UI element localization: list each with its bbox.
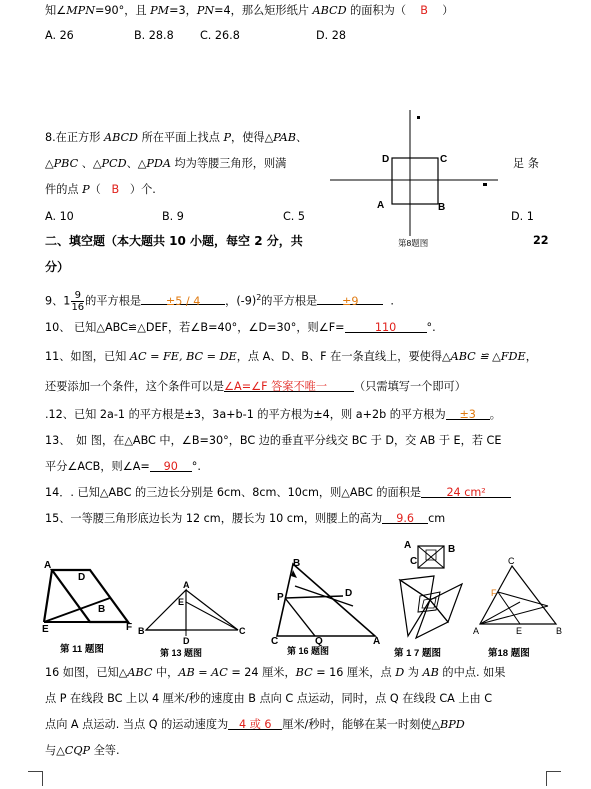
q16-text: 的中点. 如果 bbox=[438, 666, 506, 679]
q8-text: 、△ bbox=[126, 157, 147, 170]
figure-16 bbox=[265, 556, 385, 656]
q15-blank bbox=[382, 511, 428, 524]
q16-condition: AB = AC bbox=[178, 666, 228, 679]
q15-line bbox=[45, 511, 445, 527]
f11-label-d: D bbox=[78, 572, 86, 583]
f17-label-c: C bbox=[410, 556, 418, 567]
q7-text: =4，那么矩形纸片 bbox=[214, 4, 313, 17]
q8-line1 bbox=[45, 130, 307, 146]
q8-text: 均为等腰三角形，则满 bbox=[170, 157, 287, 170]
q8-var: PDA bbox=[146, 157, 171, 170]
q16-var: AB bbox=[422, 666, 439, 679]
q8-var: PCD bbox=[101, 157, 127, 170]
q15-text: 15、一等腰三角形底边长为 12 cm，腰长为 10 cm，则腰上的高为 bbox=[45, 512, 383, 525]
q16-var: CQP bbox=[64, 744, 91, 757]
q12-answer: ±3 bbox=[459, 408, 476, 421]
q8-option-d: D. 1 bbox=[511, 210, 534, 223]
f18-label-c: C bbox=[508, 556, 515, 566]
q11-text: （只需填写一个即可） bbox=[354, 380, 466, 393]
q16-blank bbox=[228, 717, 282, 730]
section2-title-cont: 分） bbox=[45, 260, 70, 274]
q9-text: . bbox=[390, 294, 394, 308]
q7-var: ABCD bbox=[312, 4, 347, 17]
f11-label-e: E bbox=[42, 624, 49, 635]
figure-13 bbox=[138, 580, 253, 658]
q8-text: 件的点 bbox=[45, 183, 83, 196]
q9-fraction bbox=[71, 290, 84, 313]
q8-var: P bbox=[223, 131, 231, 144]
q11-text: 11、如图，已知 bbox=[45, 350, 130, 363]
q9-text: ，(-9) bbox=[225, 294, 257, 308]
page-corner-mark bbox=[546, 771, 561, 786]
q7-var: PM bbox=[150, 4, 170, 17]
q8-var: PAB bbox=[273, 131, 296, 144]
f13-label-e: E bbox=[178, 597, 185, 607]
q9-frac-den: 16 bbox=[71, 302, 85, 314]
q8-label-d: D bbox=[382, 154, 390, 165]
q9-blank-1 bbox=[141, 292, 225, 308]
q11-text: ，点 A、D、B、F 在一条直线上，要使得 bbox=[236, 350, 443, 363]
f16-label-p: P bbox=[277, 592, 284, 603]
figure-18 bbox=[468, 556, 568, 660]
q8-label-b: B bbox=[438, 202, 446, 213]
q8-answer: B bbox=[111, 183, 120, 196]
q9-blank-2 bbox=[317, 292, 383, 308]
q9-frac-num: 9 bbox=[71, 290, 84, 302]
q7-option-b: B. 28.8 bbox=[134, 29, 174, 42]
f18-caption: 第18 题图 bbox=[488, 648, 530, 659]
q9-answer-1: ±5 / 4 bbox=[165, 294, 201, 308]
q13-blank bbox=[150, 459, 192, 472]
q8-text: （ bbox=[89, 183, 101, 196]
q16-var: BPD bbox=[440, 718, 465, 731]
figure-17 bbox=[390, 538, 470, 660]
q8-line2-tail: 足 条 bbox=[513, 157, 539, 170]
q8-text: 、 bbox=[295, 131, 308, 144]
q15-text: cm bbox=[428, 512, 446, 525]
q16-text: 为 bbox=[404, 666, 423, 679]
q14-answer: 24 cm² bbox=[446, 486, 486, 499]
q10-text: °. bbox=[426, 321, 436, 334]
q8-var: P bbox=[82, 183, 90, 196]
q11-congruence: △ABC ≌ △FDE bbox=[442, 350, 526, 363]
f13-label-d: D bbox=[183, 636, 190, 646]
q12-blank bbox=[446, 407, 490, 420]
q16-text: 厘米/秒时，能够在某一时刻使△ bbox=[282, 718, 441, 731]
q8-text: 所在平面上找点 bbox=[138, 131, 224, 144]
q8-figure bbox=[330, 108, 510, 248]
section2-title: 二、填空题（本大题共 10 小题，每空 2 分，共 bbox=[45, 234, 303, 248]
q12-text: 。 bbox=[489, 408, 501, 421]
point-marker-icon bbox=[483, 183, 487, 186]
q16-line4 bbox=[45, 743, 120, 759]
f17-label-a: A bbox=[404, 540, 412, 551]
q12-text: .12、已知 2a-1 的平方根是±3，3a+b-1 的平方根为±4，则 a+2b 的平方根为 bbox=[45, 408, 446, 421]
q11-condition: AC = FE, BC = DE bbox=[129, 350, 237, 363]
q11-answer: ∠A=∠F 答案不唯一 bbox=[224, 380, 328, 393]
f11-label-f: F bbox=[126, 622, 133, 633]
f16-label-c: C bbox=[271, 636, 279, 647]
f16-label-b: B bbox=[293, 558, 301, 569]
q10-line bbox=[45, 320, 436, 336]
q8-option-c: C. 5 bbox=[283, 210, 306, 223]
q16-text: 全等. bbox=[90, 744, 120, 757]
q8-var: PBC bbox=[53, 157, 79, 170]
q16-answer: 4 或 6 bbox=[238, 718, 272, 731]
f16-label-d: D bbox=[345, 588, 353, 599]
q16-var: ABC bbox=[127, 666, 153, 679]
q7-answer: B bbox=[420, 4, 428, 17]
q7-line bbox=[45, 3, 453, 19]
q14-blank bbox=[421, 485, 511, 498]
f11-caption: 第 11 题图 bbox=[60, 644, 104, 655]
f16-label-q: Q bbox=[315, 636, 323, 647]
q8-option-b: B. 9 bbox=[162, 210, 184, 223]
figure-11 bbox=[40, 556, 140, 656]
f13-label-c: C bbox=[239, 626, 246, 636]
q16-line2: 点 P 在线段 BC 上以 4 厘米/秒的速度由 B 点向 C 点运动，同时，点 Q 在线段 CA 上由 C bbox=[45, 692, 493, 705]
q10-blank bbox=[345, 320, 427, 333]
q11-text: 还要添加一个条件，这个条件可以是 bbox=[45, 380, 225, 393]
q11-line1 bbox=[45, 349, 537, 365]
q9-sup: 2 bbox=[256, 293, 262, 302]
f18-label-e: E bbox=[516, 626, 523, 636]
q16-text: = 16 厘米，点 bbox=[312, 666, 396, 679]
q8-text: ，使得△ bbox=[231, 131, 274, 144]
q15-answer: 9.6 bbox=[396, 512, 415, 525]
q16-text: = 24 厘米， bbox=[227, 666, 296, 679]
q8-text: ）个. bbox=[129, 183, 156, 196]
f13-label-b: B bbox=[138, 626, 145, 636]
q16-text: 中， bbox=[152, 666, 179, 679]
f11-label-a: A bbox=[44, 560, 52, 571]
q8-option-a: A. 10 bbox=[45, 210, 74, 223]
q16-line3 bbox=[45, 717, 465, 733]
q16-text: 点向 A 点运动. 当点 Q 的运动速度为 bbox=[45, 718, 229, 731]
q8-side-number: 22 bbox=[533, 234, 549, 247]
q7-var: PN bbox=[196, 4, 215, 17]
q13-text: °. bbox=[191, 460, 201, 473]
q8-caption: 第8题图 bbox=[398, 238, 429, 248]
q7-option-a: A. 26 bbox=[45, 29, 74, 42]
q7-text: =90°，且 bbox=[95, 4, 151, 17]
q10-answer: 110 bbox=[374, 321, 397, 334]
q7-var: MPN bbox=[66, 4, 95, 17]
f11-label-b: B bbox=[98, 604, 106, 615]
q7-text: 的面积为（ bbox=[346, 4, 407, 17]
f17-label-b: B bbox=[448, 544, 456, 555]
q7-option-c: C. 26.8 bbox=[200, 29, 240, 42]
f16-label-a: A bbox=[373, 636, 381, 647]
q9-line bbox=[45, 288, 394, 313]
q7-text: ） bbox=[442, 4, 454, 17]
q13-line2 bbox=[45, 459, 201, 475]
q16-line1 bbox=[45, 665, 505, 681]
q16-var: D bbox=[395, 666, 405, 679]
q12-line bbox=[45, 407, 501, 423]
q8-label-a: A bbox=[377, 200, 385, 211]
q8-label-c: C bbox=[440, 154, 448, 165]
f18-label-b: B bbox=[556, 626, 563, 636]
f16-caption: 第 16 题图 bbox=[287, 646, 330, 656]
q13-line1: 13、 如 图，在△ABC 中，∠B=30°，BC 边的垂直平分线交 BC 于 D，交 AB 于 E，若 CE bbox=[45, 434, 502, 447]
f13-label-a: A bbox=[183, 580, 190, 590]
q16-var: BC bbox=[295, 666, 313, 679]
q14-text: 14．. 已知△ABC 的三边长分别是 6cm、8cm、10cm，则△ABC 的面积是 bbox=[45, 486, 422, 499]
point-marker-icon bbox=[417, 116, 420, 119]
q13-answer: 90 bbox=[163, 460, 178, 473]
q9-text: 的平方根是 bbox=[261, 294, 318, 308]
q7-text: 知∠ bbox=[45, 4, 67, 17]
f18-label-f: F bbox=[491, 588, 497, 598]
q8-text: △ bbox=[45, 157, 54, 170]
q7-text: =3， bbox=[169, 4, 197, 17]
q8-text: 、△ bbox=[78, 157, 102, 170]
q14-line bbox=[45, 485, 511, 501]
q8-line3 bbox=[45, 182, 156, 198]
q11-blank bbox=[224, 379, 354, 392]
f13-caption: 第 13 题图 bbox=[160, 648, 203, 658]
q16-text: 与△ bbox=[45, 744, 65, 757]
q8-line2 bbox=[45, 156, 286, 172]
q16-text: 16 如图，已知△ bbox=[45, 666, 128, 679]
q11-text: ， bbox=[525, 350, 537, 363]
q8-var: ABCD bbox=[103, 131, 139, 144]
q9-text: 9、1 bbox=[45, 294, 71, 308]
q8-text: 8.在正方形 bbox=[45, 131, 104, 144]
q10-text: 10、 已知△ABC≌△DEF，若∠B=40°，∠D=30°，则∠F= bbox=[45, 321, 345, 334]
q9-answer-2: ±9 bbox=[342, 294, 359, 308]
f18-label-a: A bbox=[473, 626, 480, 636]
q11-line2 bbox=[45, 379, 466, 395]
page-corner-mark bbox=[28, 771, 43, 786]
q7-option-d: D. 28 bbox=[316, 29, 346, 42]
q9-text: 的平方根是 bbox=[85, 294, 142, 308]
f17-caption: 第 1 7 题图 bbox=[394, 648, 441, 659]
q13-text: 平分∠ACB，则∠A= bbox=[45, 460, 150, 473]
